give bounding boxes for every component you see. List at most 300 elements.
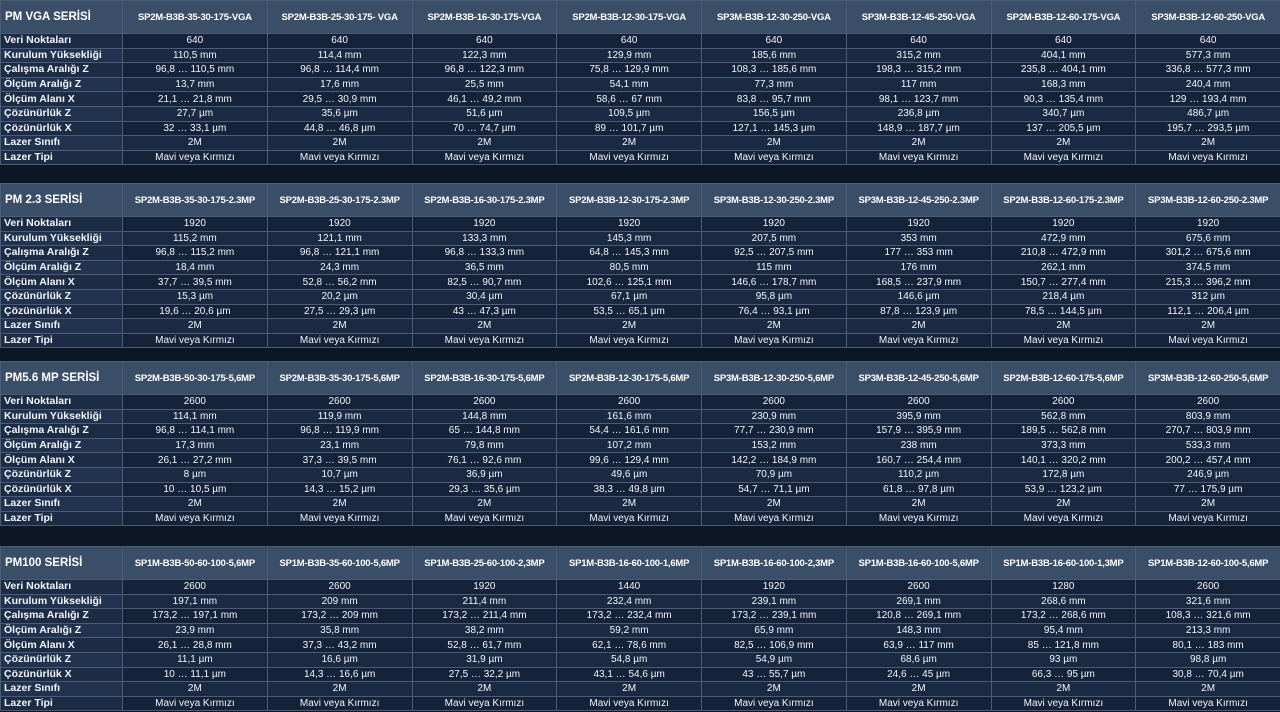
table-row	[1, 34, 1280, 49]
table-cell: 211,4 mm	[412, 594, 557, 609]
table-cell: 236,8 µm	[846, 106, 991, 121]
table-cell: 95,8 µm	[702, 289, 847, 304]
table-cell: Mavi veya Kırmızı	[557, 150, 702, 165]
table-row	[1, 77, 1280, 92]
table-cell: Mavi veya Kırmızı	[846, 333, 991, 348]
table-cell: 92,5 … 207,5 mm	[702, 246, 847, 261]
table-cell: 61,8 … 97,8 µm	[846, 482, 991, 497]
table-cell: Mavi veya Kırmızı	[1136, 333, 1280, 348]
table-cell: 2600	[267, 580, 412, 595]
table-cell: 65 … 144,8 mm	[412, 424, 557, 439]
model-header: SP2M-B3B-12-60-175-2.3MP	[991, 184, 1136, 217]
model-header: SP1M-B3B-50-60-100-5,6MP	[123, 547, 268, 580]
table-cell: 24,3 mm	[267, 260, 412, 275]
table-cell: 108,3 … 185,6 mm	[702, 63, 847, 78]
table-cell: 98,8 µm	[1136, 652, 1280, 667]
model-header: SP3M-B3B-12-45-250-5,6MP	[846, 362, 991, 395]
table-row	[1, 424, 1280, 439]
table-cell: 85 … 121,8 mm	[991, 638, 1136, 653]
table-cell: 117 mm	[846, 77, 991, 92]
table-row	[1, 467, 1280, 482]
row-label: Veri Noktaları	[1, 34, 123, 49]
table-cell: 8 µm	[123, 467, 268, 482]
table-cell: 315,2 mm	[846, 48, 991, 63]
table-cell: 23,1 mm	[267, 438, 412, 453]
row-label: Kurulum Yüksekliği	[1, 48, 123, 63]
table-cell: 176 mm	[846, 260, 991, 275]
model-header: SP3M-B3B-12-60-250-5,6MP	[1136, 362, 1280, 395]
table-row	[1, 652, 1280, 667]
table-cell: 2600	[557, 395, 702, 410]
row-label: Çalışma Aralığı Z	[1, 246, 123, 261]
table-row	[1, 92, 1280, 107]
table-cell: 148,9 … 187,7 µm	[846, 121, 991, 136]
table-cell: 2M	[412, 319, 557, 334]
table-cell: 195,7 … 293,5 µm	[1136, 121, 1280, 136]
table-cell: 114,1 mm	[123, 409, 268, 424]
table-row	[1, 150, 1280, 165]
table-cell: 2M	[1136, 497, 1280, 512]
table-cell: 32 … 33,1 µm	[123, 121, 268, 136]
table-cell: 43 … 55,7 µm	[702, 667, 847, 682]
table-cell: Mavi veya Kırmızı	[123, 333, 268, 348]
table-cell: 108,3 … 321,6 mm	[1136, 609, 1280, 624]
table-cell: Mavi veya Kırmızı	[267, 511, 412, 526]
model-header: SP3M-B3B-12-30-250-5,6MP	[702, 362, 847, 395]
table-cell: 23,9 mm	[123, 623, 268, 638]
table-cell: 404,1 mm	[991, 48, 1136, 63]
row-label: Lazer Tipi	[1, 333, 123, 348]
model-header: SP3M-B3B-12-45-250-VGA	[846, 1, 991, 34]
table-cell: 27,7 µm	[123, 106, 268, 121]
table-cell: 200,2 … 457,4 mm	[1136, 453, 1280, 468]
table-cell: 2M	[846, 497, 991, 512]
table-cell: 96,8 … 121,1 mm	[267, 246, 412, 261]
table-cell: 2600	[412, 395, 557, 410]
table-cell: 198,3 … 315,2 mm	[846, 63, 991, 78]
table-cell: 37,3 … 39,5 mm	[267, 453, 412, 468]
table-cell: 63,9 … 117 mm	[846, 638, 991, 653]
table-cell: 472,9 mm	[991, 231, 1136, 246]
table-cell: 2M	[702, 497, 847, 512]
table-cell: 80,5 mm	[557, 260, 702, 275]
table-cell: 110,2 µm	[846, 467, 991, 482]
table-cell: 67,1 µm	[557, 289, 702, 304]
series-table-3	[0, 546, 1280, 711]
table-cell: 2600	[267, 395, 412, 410]
table-row	[1, 638, 1280, 653]
table-cell: 76,4 … 93,1 µm	[702, 304, 847, 319]
table-cell: 209 mm	[267, 594, 412, 609]
table-cell: 2M	[1136, 682, 1280, 697]
table-cell: 19,6 … 20,6 µm	[123, 304, 268, 319]
table-cell: 64,8 … 145,3 mm	[557, 246, 702, 261]
table-cell: 173,2 … 197,1 mm	[123, 609, 268, 624]
table-cell: 2M	[267, 319, 412, 334]
table-cell: Mavi veya Kırmızı	[1136, 511, 1280, 526]
model-header: SP1M-B3B-16-60-100-1,3MP	[991, 547, 1136, 580]
table-cell: 38,2 mm	[412, 623, 557, 638]
table-cell: 269,1 mm	[846, 594, 991, 609]
table-cell: 2M	[123, 319, 268, 334]
table-cell: 240,4 mm	[1136, 77, 1280, 92]
table-row	[1, 48, 1280, 63]
table-cell: 24,6 … 45 µm	[846, 667, 991, 682]
table-row	[1, 580, 1280, 595]
table-cell: 2M	[123, 682, 268, 697]
table-cell: 1920	[1136, 217, 1280, 232]
table-cell: 82,5 … 90,7 mm	[412, 275, 557, 290]
series-table-0	[0, 0, 1280, 165]
header-row	[1, 1, 1280, 34]
table-cell: 640	[412, 34, 557, 49]
table-cell: 37,7 … 39,5 mm	[123, 275, 268, 290]
table-cell: Mavi veya Kırmızı	[991, 511, 1136, 526]
header-row	[1, 362, 1280, 395]
series-table-2	[0, 361, 1280, 526]
table-row	[1, 246, 1280, 261]
table-cell: Mavi veya Kırmızı	[123, 696, 268, 711]
table-cell: 232,4 mm	[557, 594, 702, 609]
table-cell: Mavi veya Kırmızı	[702, 150, 847, 165]
row-label: Lazer Sınıfı	[1, 497, 123, 512]
row-label: Kurulum Yüksekliği	[1, 409, 123, 424]
table-cell: 26,1 … 27,2 mm	[123, 453, 268, 468]
table-cell: 70,9 µm	[702, 467, 847, 482]
table-row	[1, 696, 1280, 711]
table-cell: 2M	[557, 682, 702, 697]
row-label: Lazer Tipi	[1, 150, 123, 165]
table-cell: 110,5 mm	[123, 48, 268, 63]
model-header: SP2M-B3B-12-30-175-5,6MP	[557, 362, 702, 395]
table-cell: 119,9 mm	[267, 409, 412, 424]
table-cell: 115,2 mm	[123, 231, 268, 246]
table-cell: 11,1 µm	[123, 652, 268, 667]
table-cell: 127,1 … 145,3 µm	[702, 121, 847, 136]
table-cell: 54,4 … 161,6 mm	[557, 424, 702, 439]
table-cell: 2M	[557, 319, 702, 334]
table-row	[1, 260, 1280, 275]
table-cell: 312 µm	[1136, 289, 1280, 304]
table-cell: 53,5 … 65,1 µm	[557, 304, 702, 319]
table-cell: 395,9 mm	[846, 409, 991, 424]
table-cell: 353 mm	[846, 231, 991, 246]
table-cell: 1440	[557, 580, 702, 595]
table-row	[1, 231, 1280, 246]
table-cell: 93 µm	[991, 652, 1136, 667]
model-header: SP1M-B3B-16-60-100-5,6MP	[846, 547, 991, 580]
table-cell: 168,5 … 237,9 mm	[846, 275, 991, 290]
table-row	[1, 217, 1280, 232]
row-label: Lazer Sınıfı	[1, 682, 123, 697]
table-cell: 177 … 353 mm	[846, 246, 991, 261]
table-cell: Mavi veya Kırmızı	[1136, 150, 1280, 165]
table-cell: 102,6 … 125,1 mm	[557, 275, 702, 290]
model-header: SP2M-B3B-16-30-175-VGA	[412, 1, 557, 34]
table-cell: 66,3 … 95 µm	[991, 667, 1136, 682]
table-cell: 340,7 µm	[991, 106, 1136, 121]
table-cell: 17,3 mm	[123, 438, 268, 453]
model-header: SP2M-B3B-16-30-175-5,6MP	[412, 362, 557, 395]
table-cell: Mavi veya Kırmızı	[267, 333, 412, 348]
table-cell: Mavi veya Kırmızı	[846, 150, 991, 165]
table-cell: 54,9 µm	[702, 652, 847, 667]
table-cell: 37,3 … 43,2 mm	[267, 638, 412, 653]
table-cell: 2M	[846, 319, 991, 334]
table-row	[1, 395, 1280, 410]
row-label: Ölçüm Aralığı Z	[1, 438, 123, 453]
table-cell: 2M	[991, 319, 1136, 334]
table-cell: 114,4 mm	[267, 48, 412, 63]
model-header: SP2M-B3B-12-60-175-VGA	[991, 1, 1136, 34]
series-name: PM VGA SERİSİ	[1, 1, 123, 34]
table-cell: 1920	[991, 217, 1136, 232]
row-label: Çalışma Aralığı Z	[1, 63, 123, 78]
table-cell: Mavi veya Kırmızı	[846, 696, 991, 711]
table-cell: 96,8 … 122,3 mm	[412, 63, 557, 78]
spec-table	[0, 0, 1280, 165]
table-cell: 140,1 … 320,2 mm	[991, 453, 1136, 468]
table-cell: 43 … 47,3 µm	[412, 304, 557, 319]
table-cell: 577,3 mm	[1136, 48, 1280, 63]
table-cell: 215,3 … 396,2 mm	[1136, 275, 1280, 290]
model-header: SP1M-B3B-12-60-100-5,6MP	[1136, 547, 1280, 580]
row-label: Veri Noktaları	[1, 395, 123, 410]
table-cell: 185,6 mm	[702, 48, 847, 63]
table-cell: 27,5 … 29,3 µm	[267, 304, 412, 319]
table-cell: 43,1 … 54,6 µm	[557, 667, 702, 682]
table-cell: 90,3 … 135,4 mm	[991, 92, 1136, 107]
table-cell: 87,8 … 123,9 µm	[846, 304, 991, 319]
table-cell: 77 … 175,9 µm	[1136, 482, 1280, 497]
table-cell: 533,3 mm	[1136, 438, 1280, 453]
table-cell: 44,8 … 46,8 µm	[267, 121, 412, 136]
table-cell: Mavi veya Kırmızı	[991, 333, 1136, 348]
table-cell: Mavi veya Kırmızı	[1136, 696, 1280, 711]
table-row	[1, 438, 1280, 453]
table-cell: 35,6 µm	[267, 106, 412, 121]
table-cell: 2M	[702, 319, 847, 334]
table-cell: 640	[846, 34, 991, 49]
row-label: Ölçüm Alanı X	[1, 638, 123, 653]
table-cell: 58,6 … 67 mm	[557, 92, 702, 107]
table-cell: Mavi veya Kırmızı	[412, 696, 557, 711]
table-cell: 26,1 … 28,8 mm	[123, 638, 268, 653]
table-cell: Mavi veya Kırmızı	[412, 333, 557, 348]
table-cell: 96,8 … 110,5 mm	[123, 63, 268, 78]
table-cell: 14,3 … 16,6 µm	[267, 667, 412, 682]
row-label: Ölçüm Aralığı Z	[1, 77, 123, 92]
table-cell: Mavi veya Kırmızı	[702, 696, 847, 711]
table-cell: 29,5 … 30,9 mm	[267, 92, 412, 107]
table-cell: 65,9 mm	[702, 623, 847, 638]
table-cell: 2600	[123, 395, 268, 410]
table-cell: 2M	[123, 136, 268, 151]
table-cell: 75,8 … 129,9 mm	[557, 63, 702, 78]
table-cell: Mavi veya Kırmızı	[412, 150, 557, 165]
row-label: Lazer Sınıfı	[1, 136, 123, 151]
table-cell: 46,1 … 49,2 mm	[412, 92, 557, 107]
table-cell: 10 … 10,5 µm	[123, 482, 268, 497]
row-label: Çözünürlük Z	[1, 467, 123, 482]
table-cell: 14,3 … 15,2 µm	[267, 482, 412, 497]
table-cell: 173,2 … 209 mm	[267, 609, 412, 624]
table-cell: 52,8 … 61,7 mm	[412, 638, 557, 653]
table-cell: 1920	[267, 217, 412, 232]
table-cell: 99,6 … 129,4 mm	[557, 453, 702, 468]
model-header: SP2M-B3B-25-30-175-2.3MP	[267, 184, 412, 217]
table-cell: 18,4 mm	[123, 260, 268, 275]
table-cell: 2M	[991, 682, 1136, 697]
table-cell: 2M	[1136, 136, 1280, 151]
row-label: Çalışma Aralığı Z	[1, 424, 123, 439]
table-cell: 373,3 mm	[991, 438, 1136, 453]
row-label: Çalışma Aralığı Z	[1, 609, 123, 624]
table-cell: 16,6 µm	[267, 652, 412, 667]
table-cell: 1920	[846, 217, 991, 232]
table-cell: 95,4 mm	[991, 623, 1136, 638]
table-row	[1, 275, 1280, 290]
table-cell: 83,8 … 95,7 mm	[702, 92, 847, 107]
table-cell: 54,1 mm	[557, 77, 702, 92]
table-cell: 197,1 mm	[123, 594, 268, 609]
table-cell: 803,9 mm	[1136, 409, 1280, 424]
table-cell: 115 mm	[702, 260, 847, 275]
row-label: Çözünürlük Z	[1, 652, 123, 667]
table-cell: 76,1 … 92,6 mm	[412, 453, 557, 468]
table-cell: 161,6 mm	[557, 409, 702, 424]
table-row	[1, 63, 1280, 78]
spec-table	[0, 183, 1280, 348]
table-cell: 301,2 … 675,6 mm	[1136, 246, 1280, 261]
table-cell: 137 … 205,5 µm	[991, 121, 1136, 136]
table-cell: 262,1 mm	[991, 260, 1136, 275]
table-cell: 59,2 mm	[557, 623, 702, 638]
table-cell: 1920	[412, 217, 557, 232]
table-cell: 2M	[412, 497, 557, 512]
table-cell: 640	[557, 34, 702, 49]
table-cell: 2M	[267, 497, 412, 512]
table-row	[1, 482, 1280, 497]
table-cell: 120,8 … 269,1 mm	[846, 609, 991, 624]
table-cell: 27,5 … 32,2 µm	[412, 667, 557, 682]
table-cell: 54,7 … 71,1 µm	[702, 482, 847, 497]
table-cell: 1920	[557, 217, 702, 232]
table-cell: 107,2 mm	[557, 438, 702, 453]
row-label: Lazer Tipi	[1, 511, 123, 526]
table-cell: 230,9 mm	[702, 409, 847, 424]
table-row	[1, 594, 1280, 609]
table-row	[1, 319, 1280, 334]
model-header: SP2M-B3B-12-30-175-2.3MP	[557, 184, 702, 217]
table-cell: 98,1 … 123,7 mm	[846, 92, 991, 107]
table-cell: 31,9 µm	[412, 652, 557, 667]
table-cell: 270,7 … 803,9 mm	[1136, 424, 1280, 439]
table-cell: 2M	[267, 136, 412, 151]
table-cell: 144,8 mm	[412, 409, 557, 424]
table-cell: 213,3 mm	[1136, 623, 1280, 638]
table-cell: 13,7 mm	[123, 77, 268, 92]
table-cell: 122,3 mm	[412, 48, 557, 63]
table-row	[1, 106, 1280, 121]
table-cell: 21,1 … 21,8 mm	[123, 92, 268, 107]
table-cell: 30,8 … 70,4 µm	[1136, 667, 1280, 682]
model-header: SP2M-B3B-16-30-175-2.3MP	[412, 184, 557, 217]
table-cell: 51,6 µm	[412, 106, 557, 121]
table-cell: 1920	[412, 580, 557, 595]
table-cell: 2M	[1136, 319, 1280, 334]
model-header: SP3M-B3B-12-60-250-2.3MP	[1136, 184, 1280, 217]
table-cell: 173,2 … 211,4 mm	[412, 609, 557, 624]
series-name: PM5.6 MP SERİSİ	[1, 362, 123, 395]
table-cell: 189,5 … 562,8 mm	[991, 424, 1136, 439]
table-cell: 17,6 mm	[267, 77, 412, 92]
table-cell: 157,9 … 395,9 mm	[846, 424, 991, 439]
row-label: Kurulum Yüksekliği	[1, 594, 123, 609]
table-cell: 68,6 µm	[846, 652, 991, 667]
table-cell: 29,3 … 35,6 µm	[412, 482, 557, 497]
model-header: SP2M-B3B-12-60-175-5,6MP	[991, 362, 1136, 395]
table-cell: 15,3 µm	[123, 289, 268, 304]
table-row	[1, 511, 1280, 526]
table-cell: 146,6 … 178,7 mm	[702, 275, 847, 290]
row-label: Veri Noktaları	[1, 217, 123, 232]
table-cell: 173,2 … 232,4 mm	[557, 609, 702, 624]
table-cell: 35,8 mm	[267, 623, 412, 638]
table-cell: 10,7 µm	[267, 467, 412, 482]
header-row	[1, 184, 1280, 217]
table-cell: 36,9 µm	[412, 467, 557, 482]
table-cell: 2M	[702, 136, 847, 151]
row-label: Ölçüm Alanı X	[1, 92, 123, 107]
table-cell: 96,8 … 114,1 mm	[123, 424, 268, 439]
table-cell: 2M	[991, 136, 1136, 151]
model-header: SP3M-B3B-12-30-250-2.3MP	[702, 184, 847, 217]
table-cell: 10 … 11,1 µm	[123, 667, 268, 682]
table-cell: 374,5 mm	[1136, 260, 1280, 275]
table-cell: 2M	[267, 682, 412, 697]
table-cell: 121,1 mm	[267, 231, 412, 246]
spec-table	[0, 546, 1280, 711]
table-cell: 77,3 mm	[702, 77, 847, 92]
table-cell: 2600	[846, 580, 991, 595]
table-cell: 210,8 … 472,9 mm	[991, 246, 1136, 261]
table-cell: 675,6 mm	[1136, 231, 1280, 246]
table-cell: 2M	[991, 497, 1136, 512]
table-cell: 2M	[123, 497, 268, 512]
table-cell: 640	[991, 34, 1136, 49]
spec-table	[0, 361, 1280, 526]
table-cell: 2600	[702, 395, 847, 410]
row-label: Ölçüm Aralığı Z	[1, 260, 123, 275]
table-cell: Mavi veya Kırmızı	[846, 511, 991, 526]
table-cell: 79,8 mm	[412, 438, 557, 453]
table-cell: 238 mm	[846, 438, 991, 453]
table-cell: 2600	[1136, 395, 1280, 410]
table-cell: 2600	[846, 395, 991, 410]
table-cell: 96,8 … 119,9 mm	[267, 424, 412, 439]
model-header: SP2M-B3B-35-30-175-2.3MP	[123, 184, 268, 217]
table-cell: 246,9 µm	[1136, 467, 1280, 482]
model-header: SP2M-B3B-12-30-175-VGA	[557, 1, 702, 34]
table-cell: 129,9 mm	[557, 48, 702, 63]
table-cell: 336,8 … 577,3 mm	[1136, 63, 1280, 78]
table-row	[1, 121, 1280, 136]
model-header: SP1M-B3B-16-60-100-1,6MP	[557, 547, 702, 580]
table-cell: 1280	[991, 580, 1136, 595]
table-cell: 1920	[123, 217, 268, 232]
table-cell: Mavi veya Kırmızı	[702, 511, 847, 526]
